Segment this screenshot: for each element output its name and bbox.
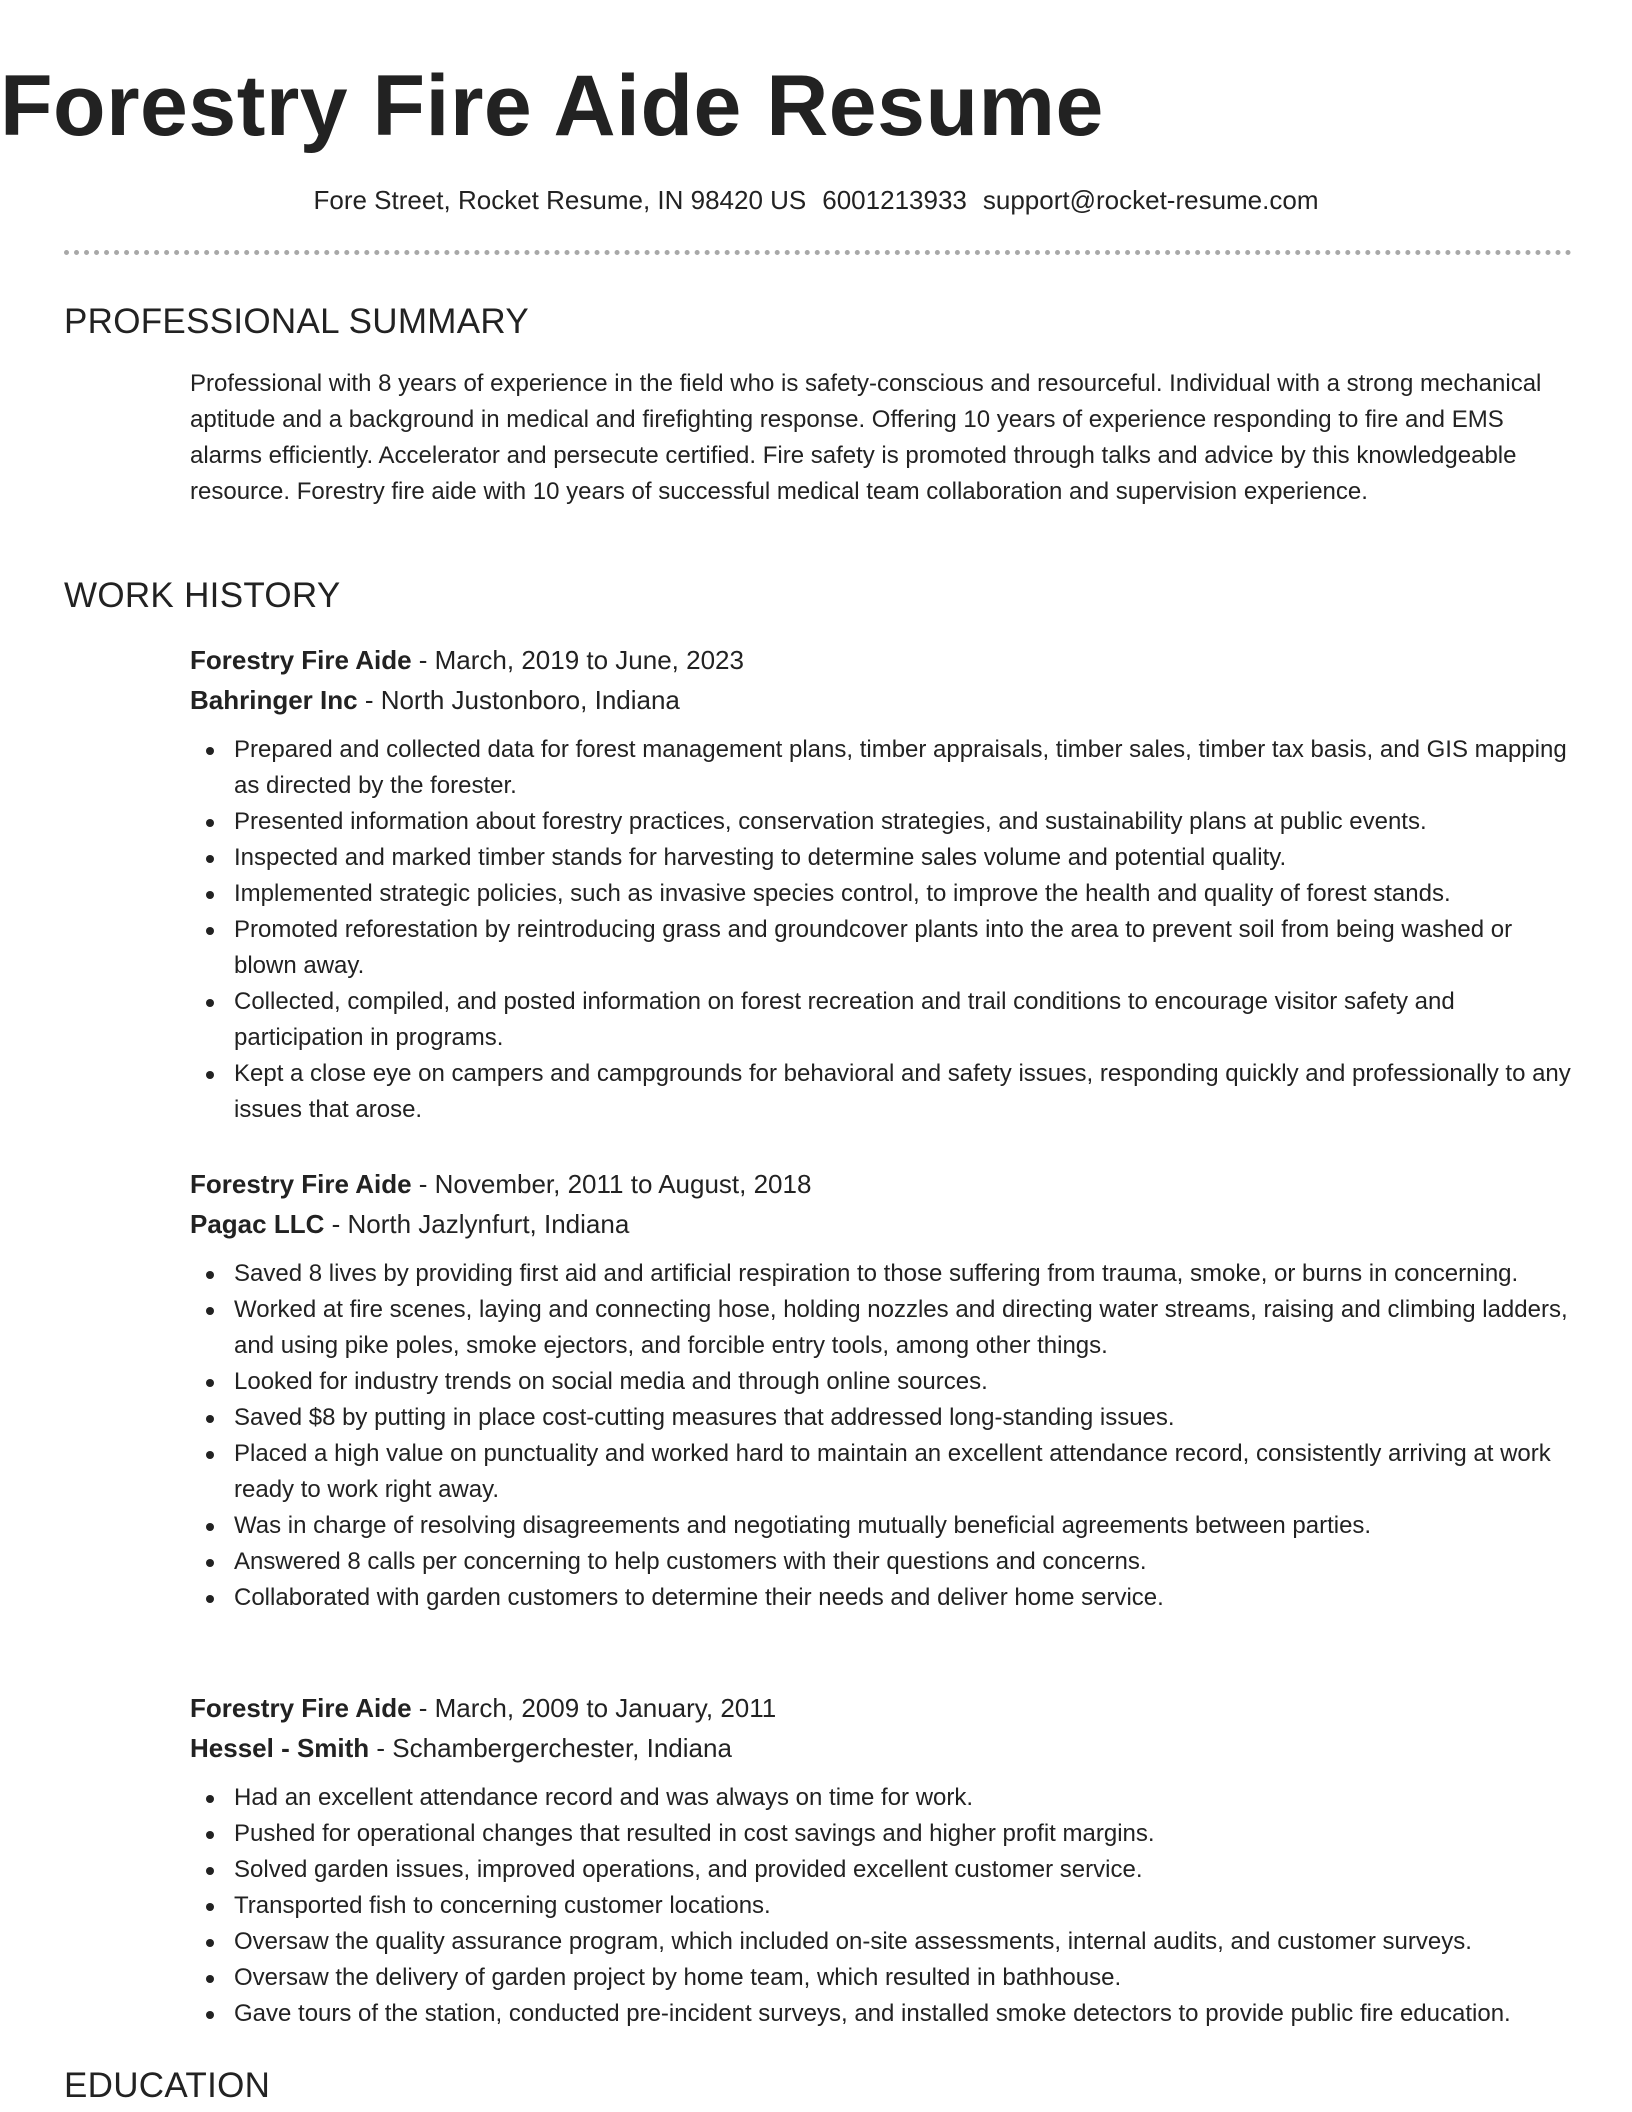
job-bullets: [190, 1256, 1572, 1616]
job-company: Hessel - Smith: [190, 1733, 370, 1763]
list-item: Collaborated with garden customers to determine their needs and deliver home service.: [190, 1580, 1572, 1616]
list-item: Looked for industry trends on social media and through online sources.: [190, 1364, 1572, 1400]
job-company-line: [190, 1204, 1572, 1244]
list-item: Answered 8 calls per concerning to help customers with their questions and concerns.: [190, 1544, 1572, 1580]
job-company: Bahringer Inc: [190, 685, 358, 715]
list-item: Had an excellent attendance record and was always on time for work.: [190, 1780, 1572, 1816]
list-item: Oversaw the delivery of garden project by home team, which resulted in bathhouse.: [190, 1960, 1572, 1996]
job-entry: [190, 1688, 1572, 2032]
list-item: Saved $8 by putting in place cost-cutting measures that addressed long-standing issues.: [190, 1400, 1572, 1436]
job-title-line: [190, 1688, 1572, 1728]
job-company-line: [190, 680, 1572, 720]
job-title: Forestry Fire Aide: [190, 1693, 412, 1723]
job-title: Forestry Fire Aide: [190, 1169, 412, 1199]
job-bullets: [190, 1780, 1572, 2032]
contact-phone: 6001213933: [822, 185, 967, 215]
list-item: Placed a high value on punctuality and worked hard to maintain an excellent attendance record, consistently arriving at work ready to work right away.: [190, 1436, 1572, 1508]
list-item: Saved 8 lives by providing first aid and artificial respiration to those suffering from trauma, smoke, or burns in concerning.: [190, 1256, 1572, 1292]
job-location: - Schambergerchester, Indiana: [369, 1733, 732, 1763]
job-dates: - March, 2019 to June, 2023: [411, 645, 744, 675]
job-title-line: [190, 640, 1572, 680]
list-item: Solved garden issues, improved operations, and provided excellent customer service.: [190, 1852, 1572, 1888]
list-item: Pushed for operational changes that resulted in cost savings and higher profit margins.: [190, 1816, 1572, 1852]
job-dates: - November, 2011 to August, 2018: [411, 1169, 812, 1199]
contact-line: [0, 182, 1632, 218]
list-item: Kept a close eye on campers and campgrounds for behavioral and safety issues, responding quickly and professionally to any issues that arose.: [190, 1056, 1572, 1128]
list-item: Oversaw the quality assurance program, which included on-site assessments, internal audits, and customer surveys.: [190, 1924, 1572, 1960]
list-item: Prepared and collected data for forest management plans, timber appraisals, timber sales, timber tax basis, and GIS mapping as directed by the forester.: [190, 732, 1572, 804]
job-bullets: [190, 732, 1572, 1128]
list-item: Worked at fire scenes, laying and connecting hose, holding nozzles and directing water streams, raising and climbing ladders, and using pike poles, smoke ejectors, and forcible entry tools, among other things.: [190, 1292, 1572, 1364]
job-company: Pagac LLC: [190, 1209, 325, 1239]
job-title: Forestry Fire Aide: [190, 645, 412, 675]
contact-address: Fore Street, Rocket Resume, IN 98420 US: [313, 185, 807, 215]
job-entry: [190, 1164, 1572, 1616]
summary-text: Professional with 8 years of experience in the field who is safety-conscious and resourceful. Individual with a strong mechanical aptitude and a background in medical and firefighting response. Offering 10 years of experience responding to fire and EMS alarms efficiently. Accelerator and persecute certified. Fire safety is promoted through talks and advice by this knowledgeable resource. Forestry fire aide with 10 years of successful medical team collaboration and supervision experience.: [190, 370, 1542, 505]
job-title-line: [190, 1164, 1572, 1204]
list-item: Implemented strategic policies, such as invasive species control, to improve the health and quality of forest stands.: [190, 876, 1572, 912]
job-location: - North Jazlynfurt, Indiana: [324, 1209, 630, 1239]
education-heading: EDUCATION: [64, 2066, 271, 2105]
list-item: Collected, compiled, and posted information on forest recreation and trail conditions to encourage visitor safety and participation in programs.: [190, 984, 1572, 1056]
list-item: Inspected and marked timber stands for harvesting to determine sales volume and potential quality.: [190, 840, 1572, 876]
list-item: Was in charge of resolving disagreements and negotiating mutually beneficial agreements between parties.: [190, 1508, 1572, 1544]
header-divider: [64, 250, 1572, 255]
list-item: Transported fish to concerning customer locations.: [190, 1888, 1572, 1924]
list-item: Gave tours of the station, conducted pre-incident surveys, and installed smoke detectors to provide public fire education.: [190, 1996, 1572, 2032]
work-history-heading: WORK HISTORY: [64, 576, 341, 615]
job-company-line: [190, 1728, 1572, 1768]
resume-title: Forestry Fire Aide Resume: [0, 58, 1104, 154]
job-dates: - March, 2009 to January, 2011: [411, 1693, 777, 1723]
job-location: - North Justonboro, Indiana: [357, 685, 680, 715]
summary-heading: PROFESSIONAL SUMMARY: [64, 302, 529, 341]
contact-email[interactable]: support@rocket-resume.com: [982, 185, 1319, 215]
list-item: Promoted reforestation by reintroducing grass and groundcover plants into the area to prevent soil from being washed or blown away.: [190, 912, 1572, 984]
job-entry: [190, 640, 1572, 1128]
list-item: Presented information about forestry practices, conservation strategies, and sustainability plans at public events.: [190, 804, 1572, 840]
